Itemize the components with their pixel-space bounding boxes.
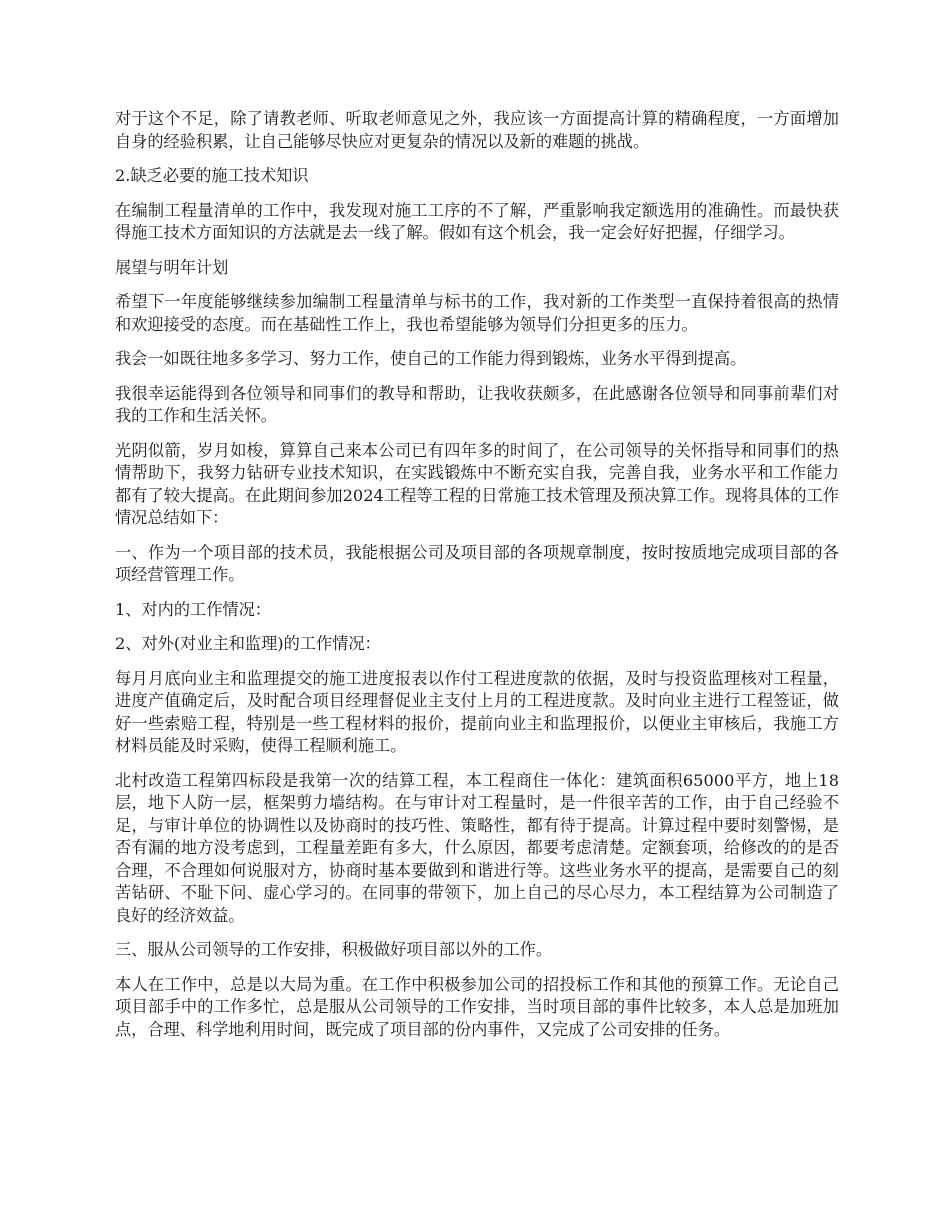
paragraph-construction-knowledge: 在编制工程量清单的工作中，我发现对施工工序的不了解，严重影响我定额选用的准确性。而最快获得施工技术方面知识的方法就是去一线了解。假如有这个机会，我一定会好好把握，仔细学习。	[115, 200, 839, 242]
heading-section-three: 三、服从公司领导的工作安排，积极做好项目部以外的工作。	[115, 940, 553, 959]
paragraph-big-picture: 本人在工作中，总是以大局为重。在工作中积极参加公司的招投标工作和其他的预算工作。无论自己项目部手中的工作多忙，总是服从公司领导的工作安排，当时项目部的事件比较多，本人总是加班加点，合理、科学地利用时间，既完成了项目部的份内事件，又完成了公司安排的任务。	[115, 974, 839, 1039]
paragraph-progress-reports: 每月月底向业主和监理提交的施工进度报表以作付工程进度款的依据，及时与投资监理核对工程量，进度产值确定后，及时配合项目经理督促业主支付上月的工程进度款。及时向业主进行工程签证，做好一些索赔工程，特别是一些工程材料的报价，提前向业主和监理报价，以便业主审核后，我施工方材料员能及时采购，使得工程顺利施工。	[115, 668, 839, 755]
paragraph-thanks: 我很幸运能得到各位领导和同事们的教导和帮助，让我收获颇多，在此感谢各位领导和同事前辈们对我的工作和生活关怀。	[115, 383, 839, 425]
paragraph-shortcoming-remedy: 对于这个不足，除了请教老师、听取老师意见之外，我应该一方面提高计算的精确程度，一方面增加自身的经验积累，让自己能够尽快应对更复杂的情况以及新的难题的挑战。	[115, 109, 839, 151]
document-page	[115, 108, 839, 1053]
paragraph-keep-learning: 我会一如既往地多多学习、努力工作，使自己的工作能力得到锻炼，业务水平得到提高。	[115, 349, 747, 368]
paragraph-next-year-hope: 希望下一年度能够继续参加编制工程量清单与标书的工作，我对新的工作类型一直保持着很高的热情和欢迎接受的态度。而在基础性工作上，我也希望能够为领导们分担更多的压力。	[115, 292, 839, 334]
paragraph-section-one: 一、作为一个项目部的技术员，我能根据公司及项目部的各项规章制度，按时按质地完成项目部的各项经营管理工作。	[115, 542, 839, 584]
heading-outlook-and-plan: 展望与明年计划	[115, 257, 229, 277]
paragraph-settlement-project: 北村改造工程第四标段是我第一次的结算工程，本工程商住一体化：建筑面积65000平方，地上18层，地下人防一层，框架剪力墙结构。在与审计对工程量时，是一件很辛苦的工作，由于自己经验不足，与审计单位的协调性以及协商时的技巧性、策略性，都有待于提高。计算过程中要时刻警惕，是否有漏的地方没考虑到，工程量差距有多大，什么原因，都要考虑清楚。定额套项，给修改的的是否合理，不合理如何说服对方，协商时基本要做到和谐进行等。这些业务水平的提高，是需要自己的刻苦钻研、不耻下问、虚心学习的。在同事的带领下，加上自己的尽心尽力，本工程结算为公司制造了良好的经济效益。	[115, 770, 839, 925]
paragraph-summary-intro: 光阴似箭，岁月如梭，算算自己来本公司已有四年多的时间了，在公司领导的关怀指导和同事们的热情帮助下，我努力钻研专业技术知识，在实践锻炼中不断充实自我，完善自我，业务水平和工作能力都有了较大提高。在此期间参加2024工程等工程的日常施工技术管理及预决算工作。现将具体的工作情况总结如下：	[115, 440, 839, 527]
heading-external-work: 2、对外(对业主和监理)的工作情况：	[115, 634, 381, 653]
heading-lack-of-construction-knowledge: 2.缺乏必要的施工技术知识	[115, 166, 309, 185]
heading-internal-work: 1、对内的工作情况：	[115, 599, 271, 619]
